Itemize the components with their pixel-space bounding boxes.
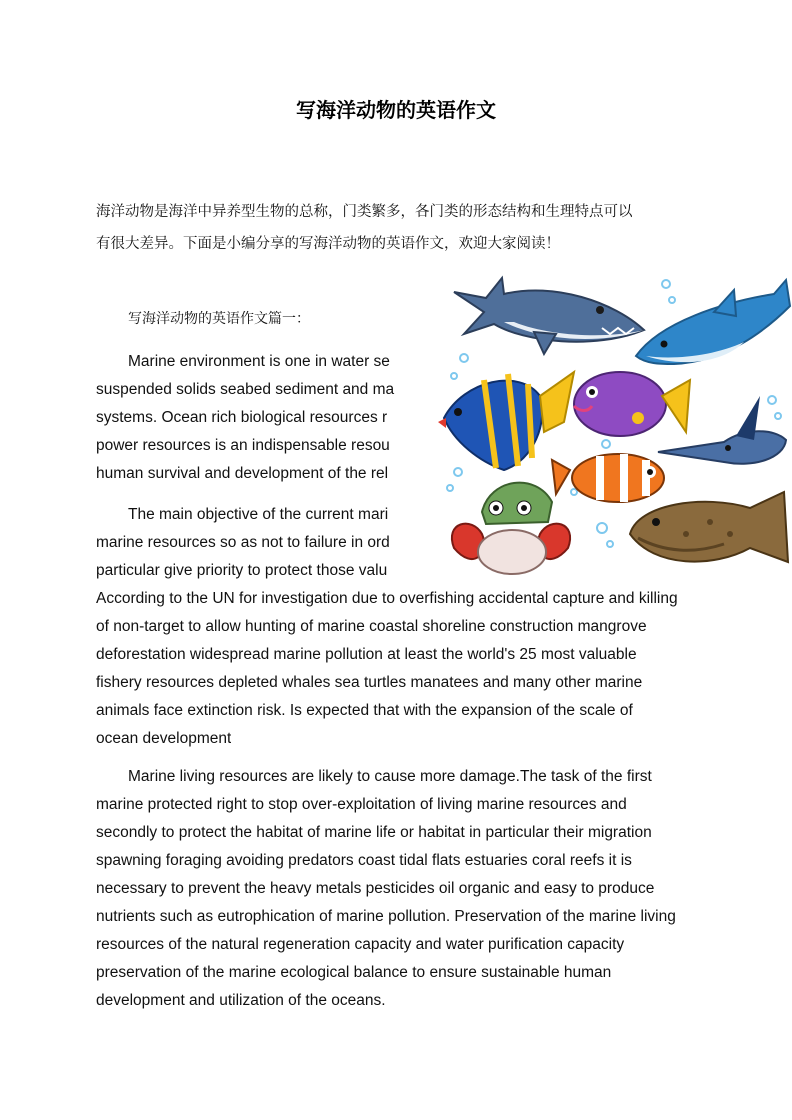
paragraph3-line: spawning foraging avoiding predators coast tidal flats estuaries coral reefs it is	[96, 852, 632, 869]
section-title: 写海洋动物的英语作文篇一：	[128, 311, 310, 327]
paragraph2-line: deforestation widespread marine pollution at least the world's 25 most valuable	[96, 646, 637, 663]
paragraph3-line: preservation of the marine ecological balance to ensure sustainable human	[96, 964, 612, 981]
paragraph2-line: ocean development	[96, 730, 232, 747]
grouper-fish-illustration	[630, 492, 788, 562]
dolphin-illustration	[636, 280, 790, 364]
paragraph2-line: marine resources so as not to failure in ord	[96, 534, 390, 551]
paragraph2-line: According to the UN for investigation due to overfishing accidental capture and killing	[96, 590, 678, 607]
paragraph3-line: nutrients such as eutrophication of marine pollution. Preservation of the marine living	[96, 908, 676, 925]
marine-animals-illustration	[424, 272, 792, 590]
paragraph2-line: animals face extinction risk. Is expected that with the expansion of the scale of	[96, 702, 633, 719]
paragraph2-line: The main objective of the current mari	[128, 506, 389, 523]
paragraph2-line: fishery resources depleted whales sea turtles manatees and many other marine	[96, 674, 643, 691]
purple-fish-illustration	[574, 372, 690, 436]
paragraph3-line: necessary to prevent the heavy metals pesticides oil organic and easy to produce	[96, 880, 655, 897]
paragraph1-line: power resources is an indispensable resou	[96, 437, 390, 454]
paragraph3-line: marine protected right to stop over-exploitation of living marine resources and	[96, 796, 627, 813]
intro-paragraph	[96, 196, 696, 260]
hermit-crab-illustration	[452, 483, 570, 574]
paragraph2-line: of non-target to allow hunting of marine coastal shoreline construction mangrove	[96, 618, 647, 635]
paragraph1-line: systems. Ocean rich biological resources r	[96, 409, 388, 426]
intro-line: 有很大差异。下面是小编分享的写海洋动物的英语作文，欢迎大家阅读！	[96, 236, 560, 252]
paragraph2-line: particular give priority to protect those valu	[96, 562, 388, 579]
shark-illustration	[454, 278, 644, 354]
paragraph3-line: Marine living resources are likely to cause more damage.The task of the first	[128, 768, 652, 785]
paragraph3-line: secondly to protect the habitat of marine life or habitat in particular their migration	[96, 824, 652, 841]
angelfish-illustration	[438, 372, 574, 470]
document-title: 写海洋动物的英语作文	[296, 98, 496, 122]
paragraph1-line: suspended solids seabed sediment and ma	[96, 381, 395, 398]
paragraph3-line: resources of the natural regeneration capacity and water purification capacity	[96, 936, 625, 953]
paragraph1-line: human survival and development of the rel	[96, 465, 389, 482]
paragraph1-line: Marine environment is one in water se	[128, 353, 390, 370]
paragraph3-line: development and utilization of the oceans.	[96, 992, 386, 1009]
clownfish-illustration	[552, 454, 664, 502]
intro-line: 海洋动物是海洋中异养型生物的总称，门类繁多，各门类的形态结构和生理特点可以	[96, 204, 633, 220]
